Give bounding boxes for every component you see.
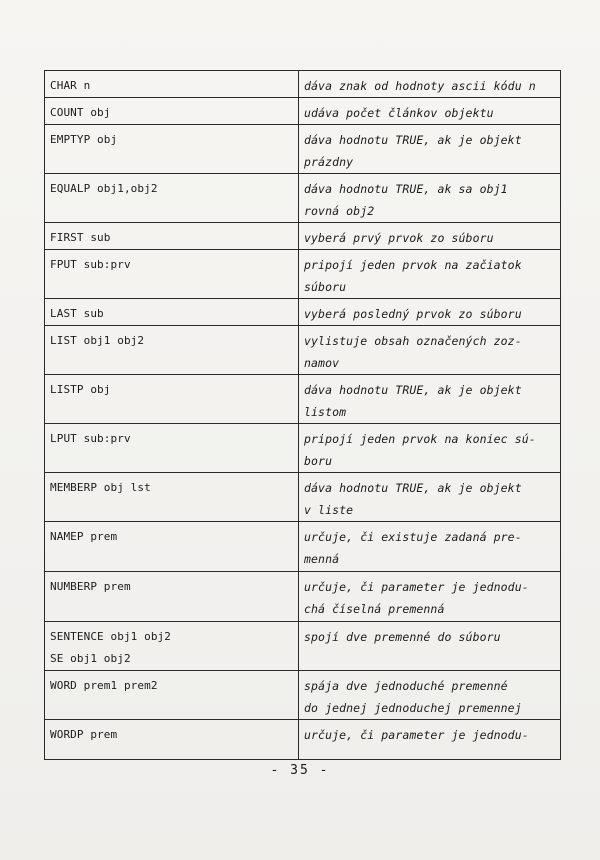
table-row	[45, 572, 561, 622]
command-cell: LISTP obj	[45, 375, 299, 424]
description-cell: určuje, či parameter je jednodu-	[299, 720, 561, 760]
command-cell: LAST sub	[45, 299, 299, 326]
description-cell: vyberá prvý prvok zo súboru	[299, 223, 561, 250]
table-row	[45, 250, 561, 299]
command-cell: SENTENCE obj1 obj2 SE obj1 obj2	[45, 622, 299, 671]
description-cell: dáva hodnotu TRUE, ak je objekt v liste	[299, 473, 561, 522]
table-row	[45, 522, 561, 572]
description-cell: určuje, či parameter je jednodu- chá číselná premenná	[299, 572, 561, 622]
description-cell: vylistuje obsah označených zoz- namov	[299, 326, 561, 375]
description-cell: pripojí jeden prvok na začiatok súboru	[299, 250, 561, 299]
command-cell: EQUALP obj1,obj2	[45, 174, 299, 223]
table-row	[45, 125, 561, 174]
table-row	[45, 326, 561, 375]
table-row	[45, 424, 561, 473]
description-cell: určuje, či existuje zadaná pre- menná	[299, 522, 561, 572]
page-number: - 35 -	[270, 763, 330, 778]
description-cell: dáva hodnotu TRUE, ak je objekt listom	[299, 375, 561, 424]
table-row	[45, 473, 561, 522]
table-row	[45, 299, 561, 326]
description-cell: spája dve jednoduché premenné do jednej jednoduchej premennej	[299, 671, 561, 720]
table-row	[45, 71, 561, 98]
description-cell: dáva znak od hodnoty ascii kódu n	[299, 71, 561, 98]
table-row	[45, 720, 561, 760]
description-cell: pripojí jeden prvok na koniec sú- boru	[299, 424, 561, 473]
command-cell: COUNT obj	[45, 98, 299, 125]
table-row	[45, 375, 561, 424]
command-cell: NUMBERP prem	[45, 572, 299, 622]
table-row	[45, 622, 561, 671]
command-cell: NAMEP prem	[45, 522, 299, 572]
command-cell: MEMBERP obj lst	[45, 473, 299, 522]
table-row	[45, 98, 561, 125]
command-table	[44, 70, 561, 760]
command-cell: FPUT sub:prv	[45, 250, 299, 299]
command-cell: CHAR n	[45, 71, 299, 98]
command-cell: FIRST sub	[45, 223, 299, 250]
command-cell: WORD prem1 prem2	[45, 671, 299, 720]
table-row	[45, 223, 561, 250]
description-cell: dáva hodnotu TRUE, ak je objekt prázdny	[299, 125, 561, 174]
command-cell: LIST obj1 obj2	[45, 326, 299, 375]
description-cell: spojí dve premenné do súboru	[299, 622, 561, 671]
command-cell: LPUT sub:prv	[45, 424, 299, 473]
table-row	[45, 671, 561, 720]
command-cell: EMPTYP obj	[45, 125, 299, 174]
table-row	[45, 174, 561, 223]
description-cell: vyberá posledný prvok zo súboru	[299, 299, 561, 326]
description-cell: dáva hodnotu TRUE, ak sa obj1 rovná obj2	[299, 174, 561, 223]
command-cell: WORDP prem	[45, 720, 299, 760]
description-cell: udáva počet článkov objektu	[299, 98, 561, 125]
